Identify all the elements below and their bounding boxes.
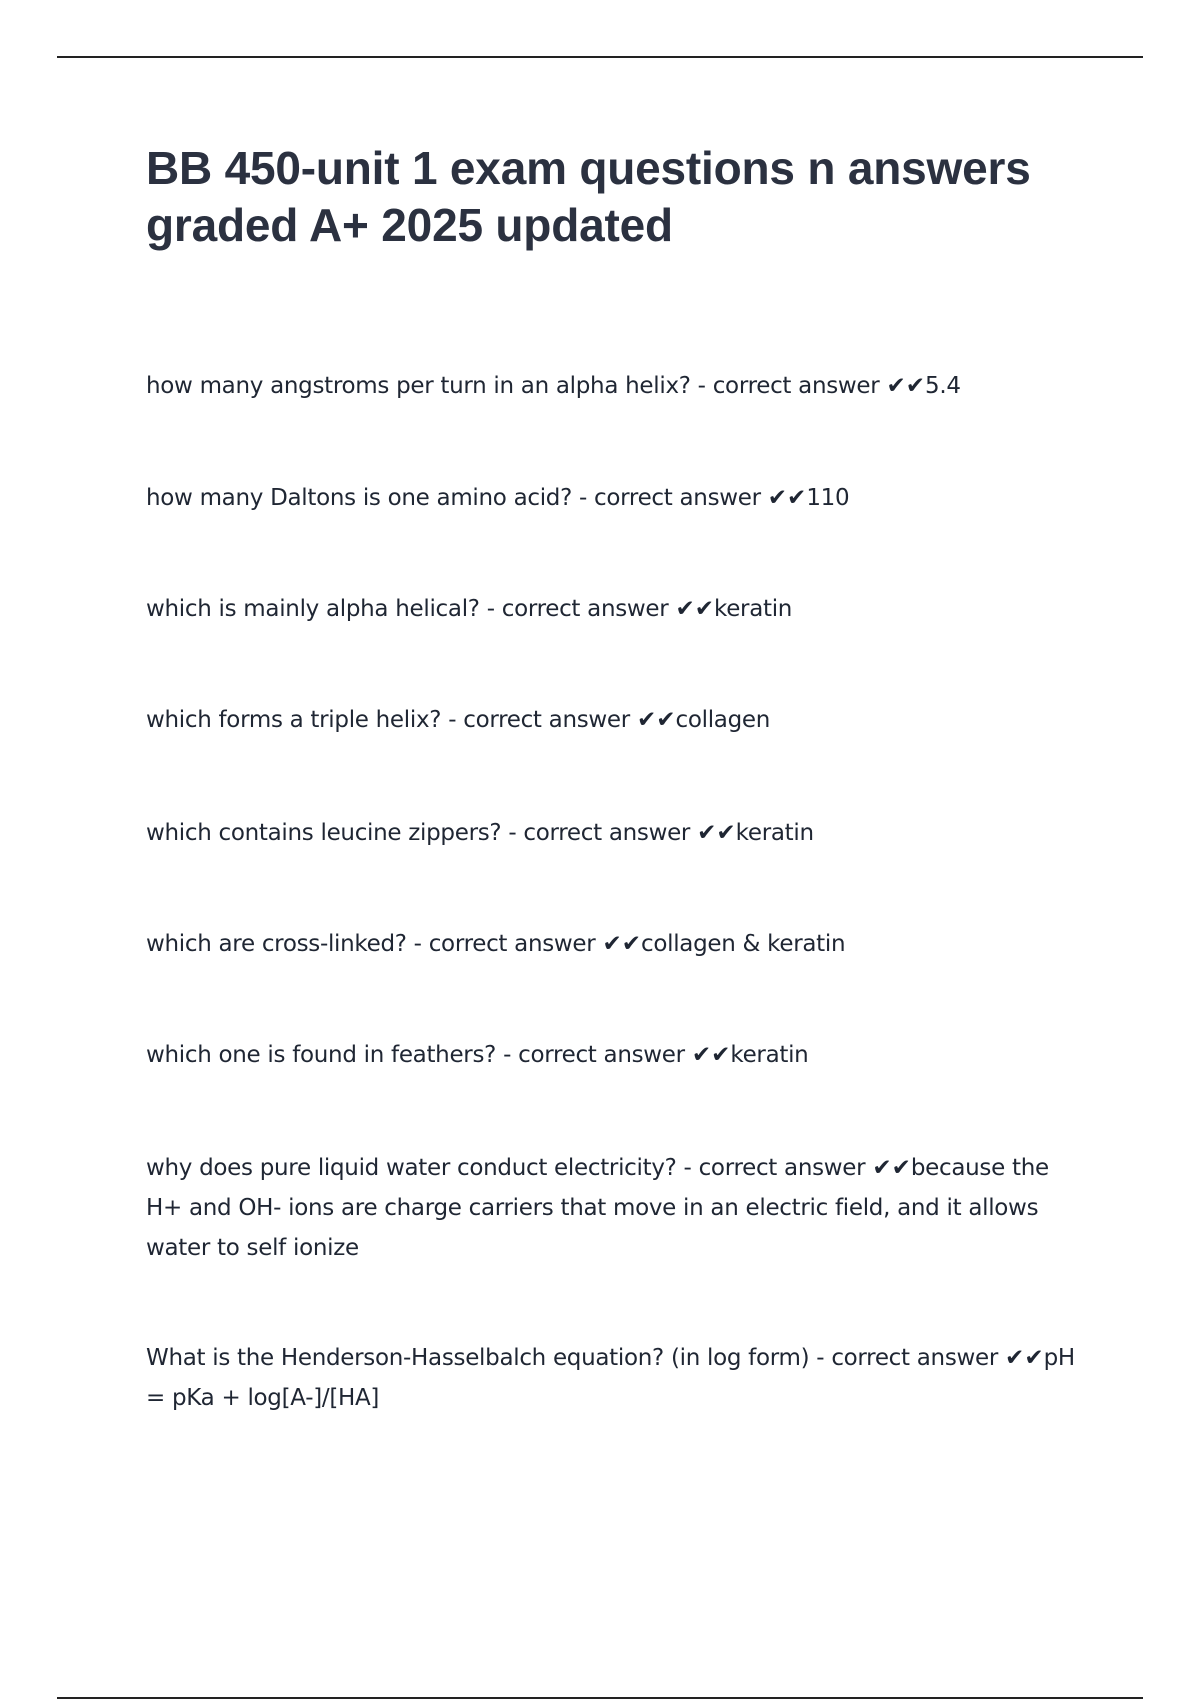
- double-check-icon: ✔✔: [1005, 1345, 1044, 1371]
- qa-item: [146, 589, 1086, 629]
- answer-label: correct answer: [831, 1345, 1006, 1371]
- qa-item: [146, 924, 1086, 964]
- answer-label: correct answer: [698, 1155, 873, 1181]
- separator: -: [676, 1155, 699, 1181]
- answer-text: 5.4: [924, 373, 961, 399]
- qa-item: [146, 366, 1086, 406]
- separator: -: [496, 1042, 519, 1068]
- answer-label: correct answer: [518, 1042, 692, 1068]
- question-text: which are cross-linked?: [146, 931, 407, 957]
- double-check-icon: ✔✔: [872, 1155, 911, 1181]
- separator: -: [572, 485, 595, 511]
- answer-label: correct answer: [523, 820, 698, 846]
- answer-label: correct answer: [594, 485, 768, 511]
- double-check-icon: ✔✔: [691, 1042, 731, 1068]
- answer-text: keratin: [730, 1042, 809, 1068]
- answer-label: correct answer: [501, 596, 676, 622]
- qa-item: [146, 813, 1086, 853]
- answer-label: correct answer: [463, 707, 637, 733]
- separator: -: [441, 707, 464, 733]
- separator: -: [690, 373, 713, 399]
- answer-text: keratin: [714, 596, 793, 622]
- separator: -: [501, 820, 524, 846]
- qa-item: [146, 700, 1086, 740]
- double-check-icon: ✔✔: [636, 707, 676, 733]
- qa-item: [146, 1338, 1086, 1418]
- qa-item: [146, 478, 1086, 518]
- answer-text: collagen: [675, 707, 771, 733]
- answer-text: collagen & keratin: [640, 931, 846, 957]
- qa-item: [146, 1148, 1086, 1268]
- answer-text: pH = pKa + log[A-]/[HA]: [146, 1345, 1075, 1411]
- answer-text: 110: [806, 485, 850, 511]
- question-text: which contains leucine zippers?: [146, 820, 502, 846]
- answer-text: keratin: [735, 820, 814, 846]
- double-check-icon: ✔✔: [886, 373, 925, 399]
- question-text: which forms a triple helix?: [146, 707, 442, 733]
- separator: -: [809, 1345, 832, 1371]
- separator: -: [479, 596, 502, 622]
- double-check-icon: ✔✔: [697, 820, 736, 846]
- question-text: why does pure liquid water conduct electricity?: [146, 1155, 677, 1181]
- top-rule: [57, 56, 1143, 58]
- page-title: BB 450-unit 1 exam questions n answers graded A+ 2025 updated: [146, 142, 1031, 251]
- qa-item: [146, 1035, 1086, 1075]
- answer-text: because the H+ and OH- ions are charge carriers that move in an electric field, and it allows water to self ionize: [146, 1155, 1049, 1261]
- separator: -: [406, 931, 429, 957]
- question-text: What is the Henderson-Hasselbalch equation? (in log form): [146, 1345, 810, 1371]
- question-text: which is mainly alpha helical?: [146, 596, 480, 622]
- double-check-icon: ✔✔: [602, 931, 641, 957]
- double-check-icon: ✔✔: [767, 485, 807, 511]
- answer-label: correct answer: [712, 373, 887, 399]
- answer-label: correct answer: [428, 931, 603, 957]
- bottom-rule: [57, 1697, 1143, 1699]
- question-text: how many Daltons is one amino acid?: [146, 485, 573, 511]
- question-text: how many angstroms per turn in an alpha helix?: [146, 373, 691, 399]
- question-text: which one is found in feathers?: [146, 1042, 497, 1068]
- double-check-icon: ✔✔: [675, 596, 714, 622]
